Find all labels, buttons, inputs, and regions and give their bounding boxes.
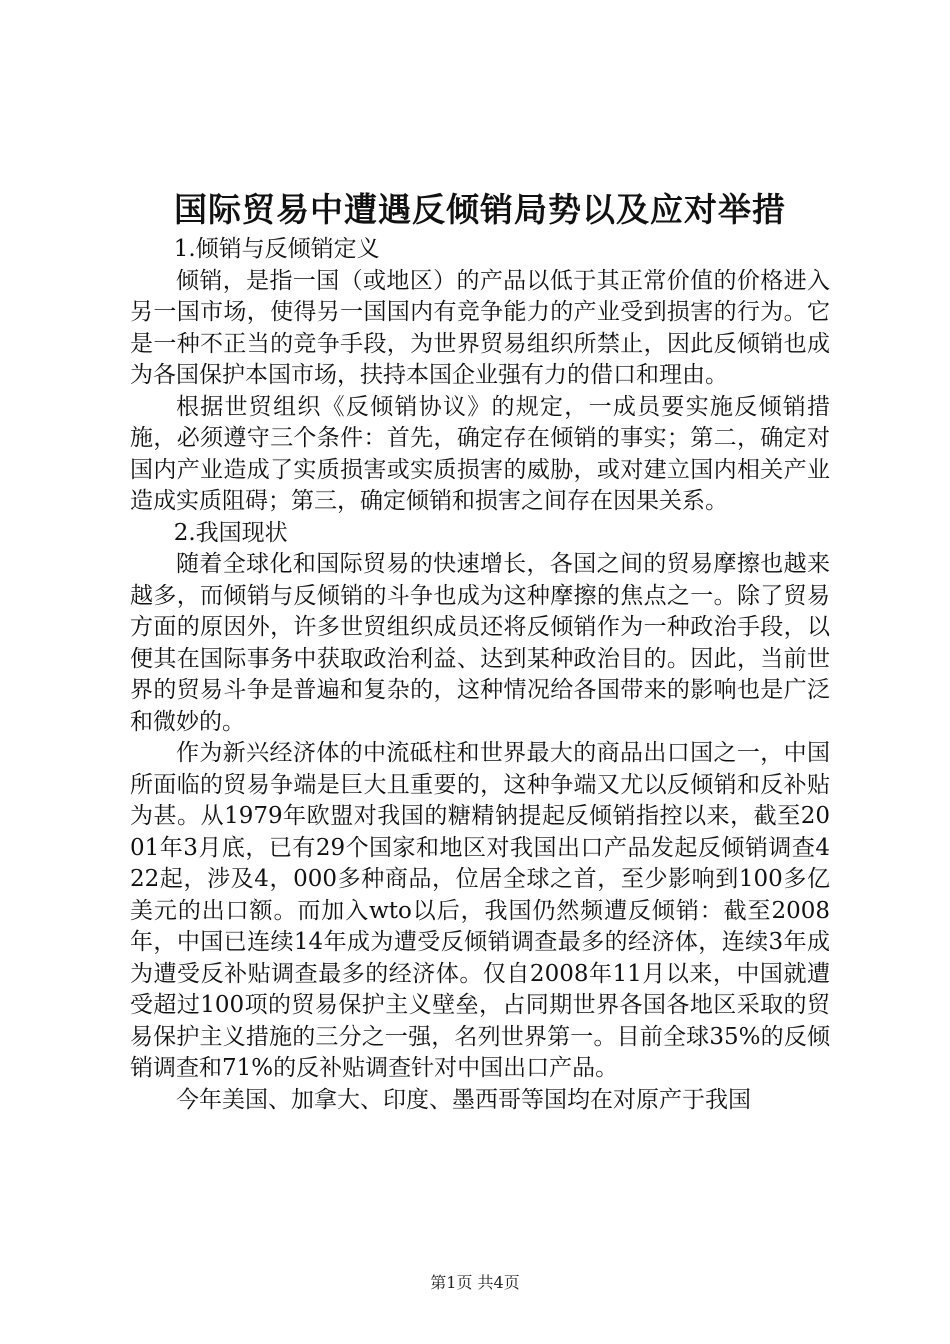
paragraph-dumping-definition: 倾销，是指一国（或地区）的产品以低于其正常价值的价格进入另一国市场，使得另一国国内有竞争能力的产业受到损害的行为。它是一种不正当的竞争手段，为世界贸易组织所禁止，因此反倾销也成为各国保护本国市场，扶持本国企业强有力的借口和理由。 (130, 267, 830, 388)
paragraph-trade-friction: 随着全球化和国际贸易的快速增长，各国之间的贸易摩擦也越来越多，而倾销与反倾销的斗争也成为这种摩擦的焦点之一。除了贸易方面的原因外，许多世贸组织成员还将反倾销作为一种政治手段，以便其在国际事务中获取政治利益、达到某种政治目的。因此，当前世界的贸易斗争是普遍和复杂的，这种情况给各国带来的影响也是广泛和微妙的。 (130, 551, 830, 735)
document-title: 国际贸易中遭遇反倾销局势以及应对举措 (174, 190, 786, 229)
document-body (130, 234, 830, 1116)
section-heading-definition: 1.倾销与反倾销定义 (173, 236, 380, 262)
paragraph-china-disputes: 作为新兴经济体的中流砥柱和世界最大的商品出口国之一，中国所面临的贸易争端是巨大且重要的，这种争端又尤以反倾销和反补贴为甚。从1979年欧盟对我国的糖精钠提起反倾销指控以来，截至2001年3月底，已有29个国家和地区对我国出口产品发起反倾销调查422起，涉及4，000多种商品，位居全球之首，至少影响到100多亿美元的出口额。而加入wto以后，我国仍然频遭反倾销：截至2008年，中国已连续14年成为遭受反倾销调查最多的经济体，连续3年成为遭受反补贴调查最多的经济体。仅自2008年11月以来，中国就遭受超过100项的贸易保护主义壁垒，占同期世界各国各地区采取的贸易保护主义措施的三分之一强，名列世界第一。目前全球35%的反倾销调查和71%的反补贴调查针对中国出口产品。 (130, 740, 830, 1081)
paragraph-wto-conditions: 根据世贸组织《反倾销协议》的规定，一成员要实施反倾销措施，必须遵守三个条件：首先，确定存在倾销的事实；第二，确定对国内产业造成了实质损害或实质损害的威胁，或对建立国内相关产业造成实质阻碍；第三，确定倾销和损害之间存在因果关系。 (130, 393, 830, 514)
page-number-footer: 第1页 共4页 (430, 1273, 520, 1292)
section-heading-status: 2.我国现状 (173, 519, 288, 546)
paragraph-this-year: 今年美国、加拿大、印度、墨西哥等国均在对原产于我国 (176, 1086, 751, 1113)
